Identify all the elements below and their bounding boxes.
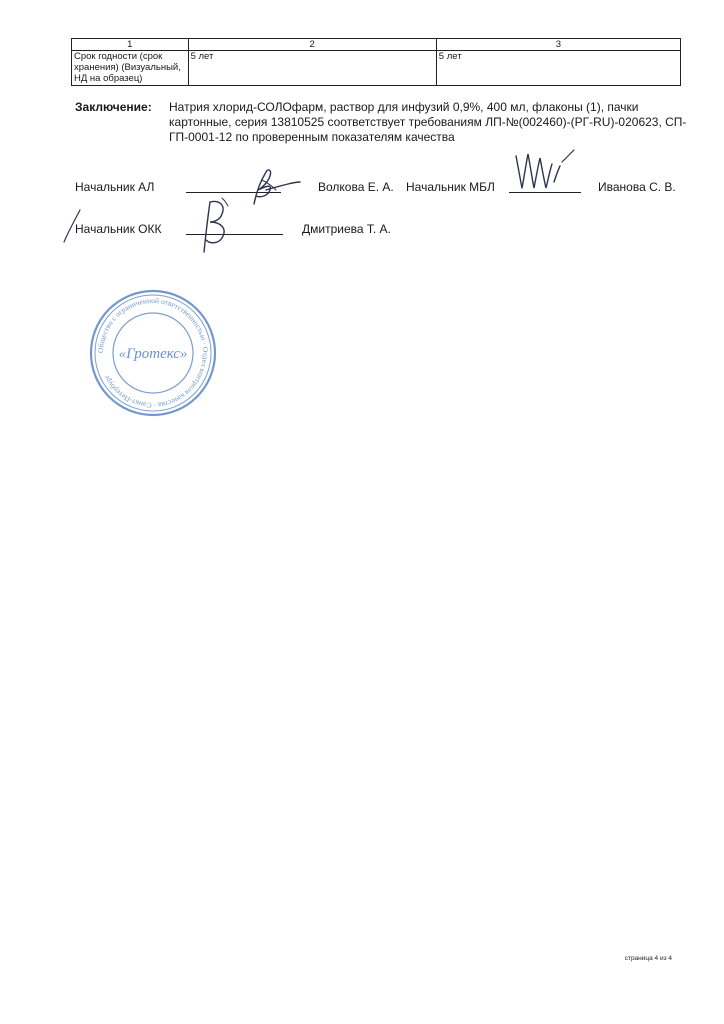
norm-cell: 5 лет: [188, 51, 436, 86]
param-cell: Срок годности (срок хранения) (Визуальный, НД на образец): [72, 51, 189, 86]
stamp-center-text: «Гротекс»: [118, 346, 188, 362]
result-cell: 5 лет: [436, 51, 680, 86]
page-number: страница 4 из 4: [624, 955, 672, 962]
stamp-ring-text: Общество с ограниченной ответственностью · Отдел контроля качества · Санкт-Петербург: [95, 295, 211, 411]
okk-title: Начальник ОКК: [75, 222, 162, 236]
conclusion-text: Натрия хлорид-СОЛОфарм, раствор для инфузий 0,9%, 400 мл, флаконы (1), пачки картонные, серия 13810525 соответствует требованиям ЛП-№(002460)-(РГ-RU)-020623, СП-ГП-0001-12 по проверенным показателям качества: [169, 100, 687, 144]
mbl-name: Иванова С. В.: [598, 180, 676, 194]
al-name: Волкова Е. А.: [318, 180, 394, 194]
okk-signature-scribble: [196, 196, 246, 260]
table-header-cell: 1: [72, 39, 189, 51]
quality-spec-table: [71, 38, 681, 86]
okk-name: Дмитриева Т. А.: [302, 222, 391, 236]
mbl-title: Начальник МБЛ: [406, 180, 495, 194]
table-header-row: [72, 39, 681, 51]
conclusion-label: Заключение:: [75, 100, 152, 114]
table-row: [72, 51, 681, 86]
al-title: Начальник АЛ: [75, 180, 155, 194]
table-header-cell: 3: [436, 39, 680, 51]
company-stamp: [88, 288, 218, 418]
table-header-cell: 2: [188, 39, 436, 51]
mbl-signature-scribble: [512, 148, 576, 194]
